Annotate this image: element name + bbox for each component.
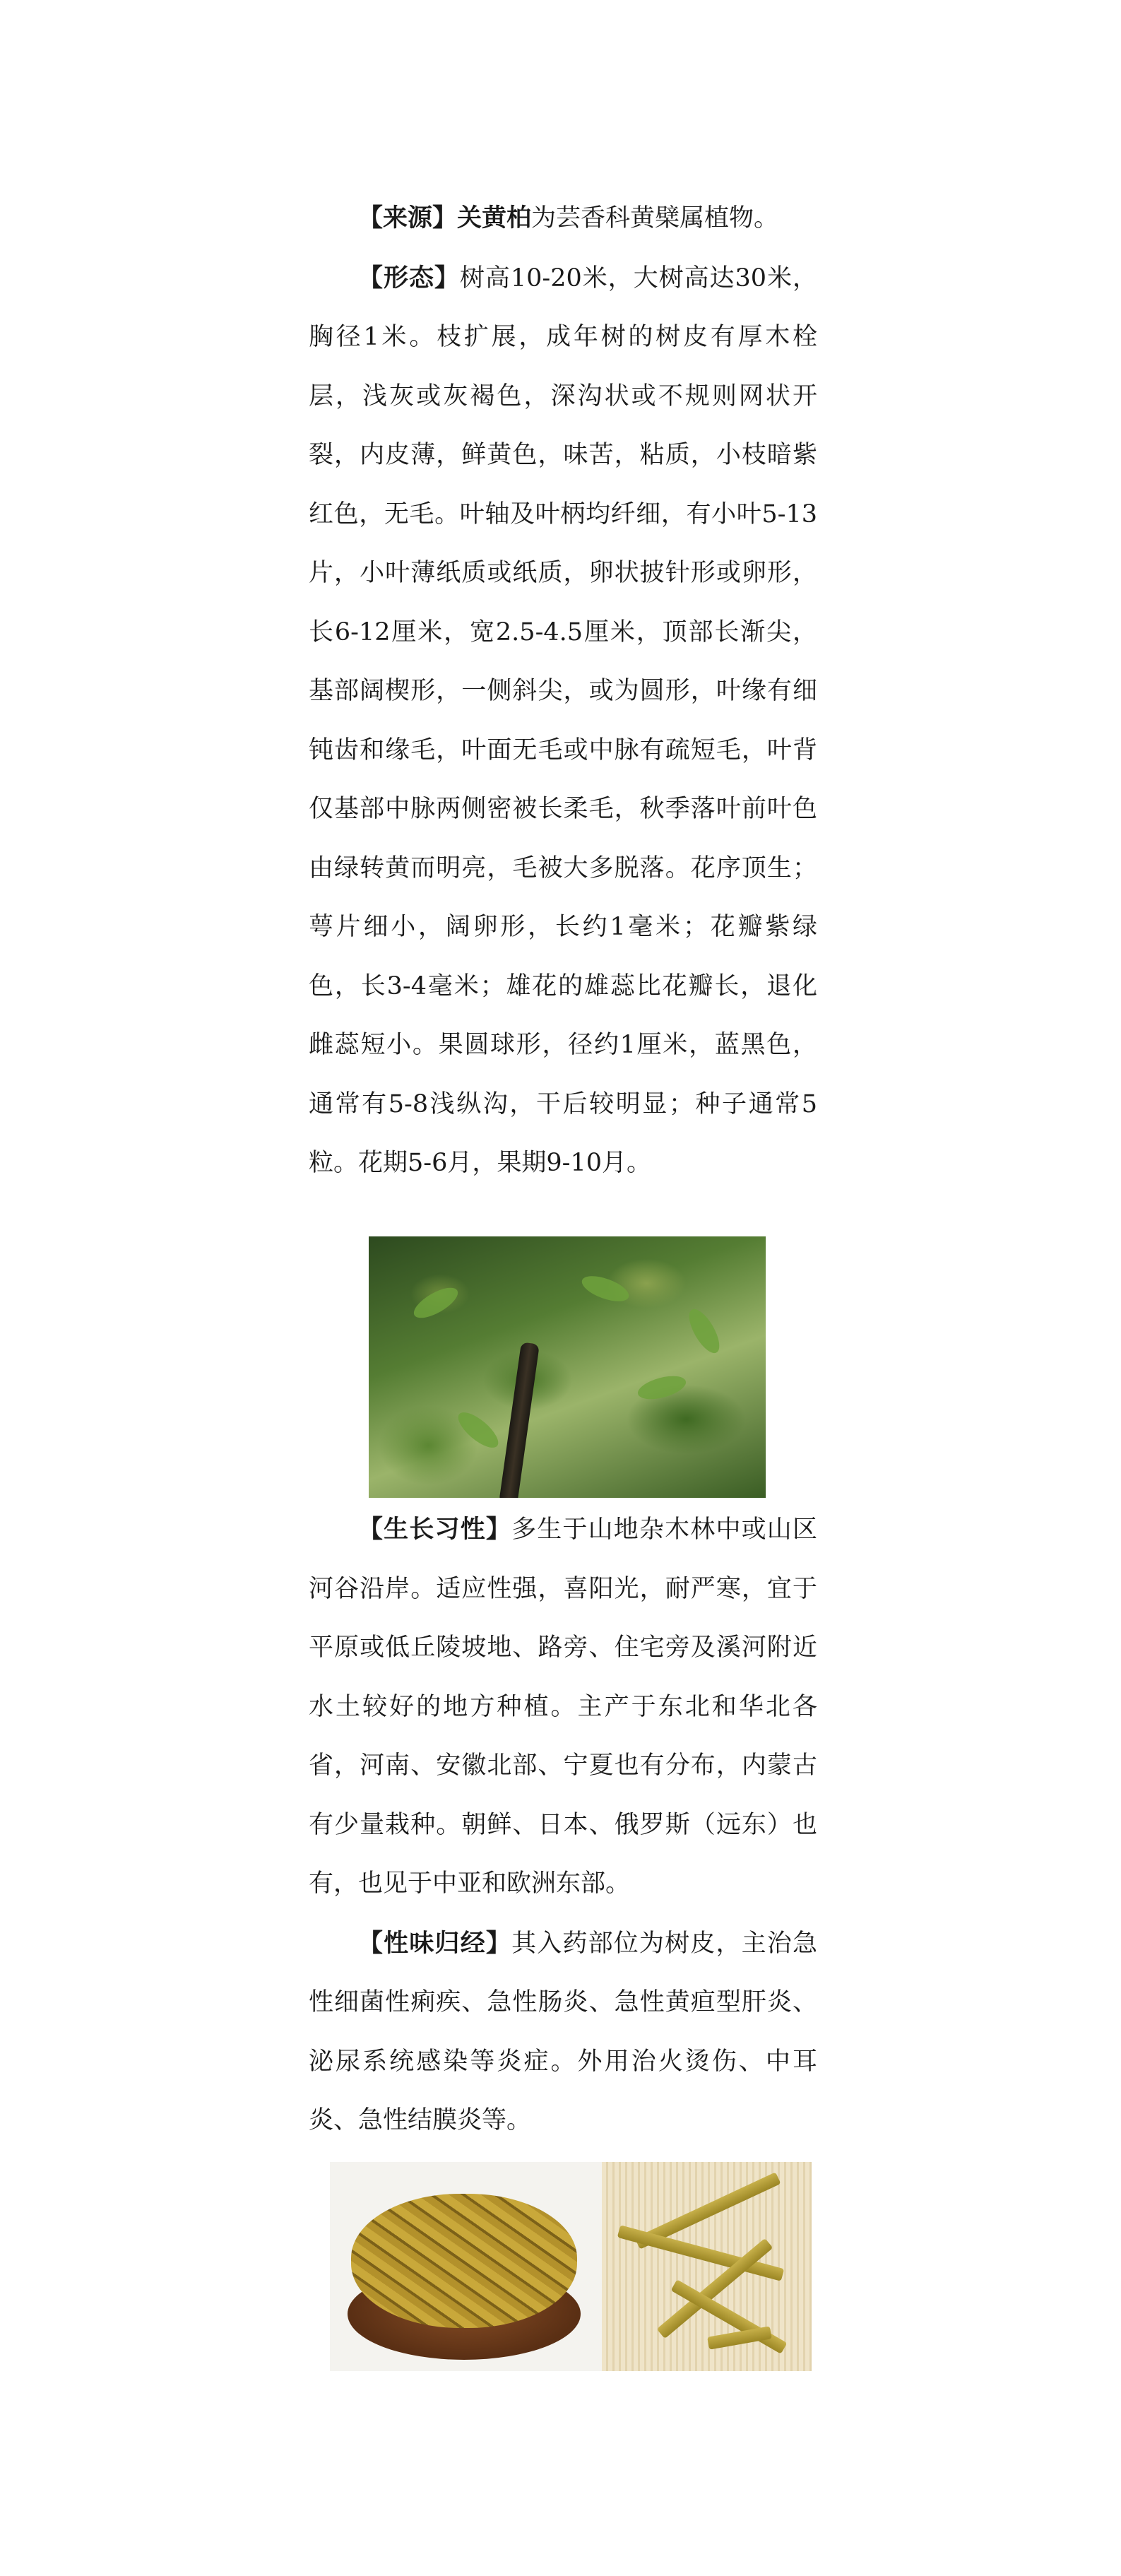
bark-bowl-photo — [330, 2162, 602, 2371]
source-text: 为芸香科黄檗属植物。 — [531, 204, 779, 232]
leaf-shape — [579, 1271, 631, 1306]
leaf-shape — [683, 1305, 725, 1358]
heading-morphology: 【形态】 — [358, 263, 460, 293]
paragraph-source — [309, 189, 817, 249]
paragraph-habitat — [309, 1500, 817, 1914]
leaf-shape — [453, 1407, 504, 1453]
heading-properties: 【性味归经】 — [358, 1928, 512, 1958]
heading-habitat: 【生长习性】 — [358, 1515, 512, 1544]
paragraph-morphology — [309, 249, 817, 1193]
text-block-top — [309, 189, 817, 1193]
leaf-shape — [636, 1371, 689, 1403]
plant-name: 关黄柏 — [457, 203, 532, 232]
tree-photo — [369, 1236, 766, 1498]
bark-chips-pile — [351, 2194, 577, 2328]
bark-strips-photo — [602, 2162, 812, 2371]
text-block-bottom — [309, 1500, 817, 2151]
morphology-text: 树高10-20米，大树高达30米，胸径1米。枝扩展，成年树的树皮有厚木栓层，浅灰或灰褐色，深沟状或不规则网状开裂，内皮薄，鲜黄色，味苦，粘质，小枝暗紫红色，无毛。叶轴及叶柄均纤细，有小叶5-13片，小叶薄纸质或纸质，卵状披针形或卵形，长6-12厘米，宽2.5-4.5厘米，顶部长渐尖，基部阔楔形，一侧斜尖，或为圆形，叶缘有细钝齿和缘毛，叶面无毛或中脉有疏短毛，叶背仅基部中脉两侧密被长柔毛，秋季落叶前叶色由绿转黄而明亮，毛被大多脱落。花序顶生；萼片细小，阔卵形，长约1毫米；花瓣紫绿色，长3-4毫米；雄花的雄蕊比花瓣长，退化雌蕊短小。果圆球形，径约1厘米，蓝黑色，通常有5-8浅纵沟，干后较明显；种子通常5粒。花期5-6月，果期9-10月。 — [309, 264, 817, 1177]
properties-text: 其入药部位为树皮，主治急性细菌性痢疾、急性肠炎、急性黄疸型肝炎、泌尿系统感染等炎症。外用治火烫伤、中耳炎、急性结膜炎等。 — [309, 1929, 817, 2134]
tree-trunk — [499, 1342, 540, 1498]
habitat-text: 多生于山地杂木林中或山区河谷沿岸。适应性强，喜阳光，耐严寒，宜于平原或低丘陵坡地、路旁、住宅旁及溪河附近水土较好的地方种植。主产于东北和华北各省，河南、安徽北部、宁夏也有分布，内蒙古有少量栽种。朝鲜、日本、俄罗斯（远东）也有，也见于中亚和欧洲东部。 — [309, 1516, 817, 1898]
paragraph-properties — [309, 1914, 817, 2151]
heading-source: 【来源】 — [358, 203, 458, 232]
leaf-shape — [410, 1282, 463, 1323]
